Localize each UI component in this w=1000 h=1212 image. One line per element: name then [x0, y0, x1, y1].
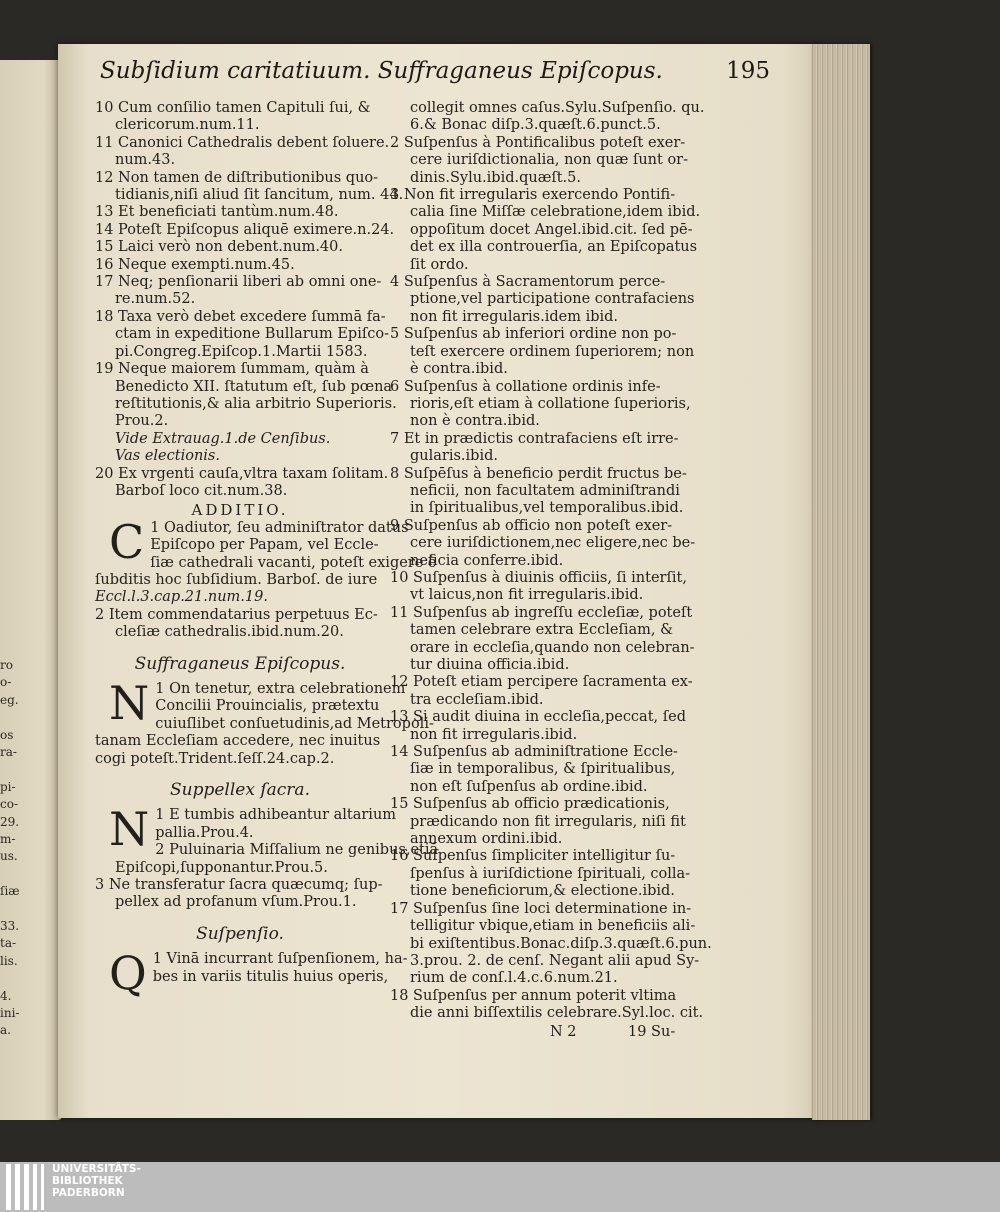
line: bes in variis titulis huius operis, — [152, 968, 389, 985]
text-line: ctam in expeditione Bullarum Epiſco- — [115, 326, 389, 343]
catchword: 19 Su- — [628, 1024, 676, 1040]
library-footer-bar — [0, 1162, 1000, 1212]
text-line: è contra.ibid. — [410, 361, 508, 378]
text-line: 6 Suſpenſus à collatione ordinis infe- — [390, 378, 661, 395]
library-name-line: BIBLIOTHEK — [52, 1175, 123, 1187]
text-line: 16 Suſpenſus ſimpliciter intelligitur ſu- — [390, 848, 676, 865]
drop-cap-q: Q — [109, 946, 147, 1001]
text-line: 9 Suſpenſus ab officio non poteſt exer- — [390, 517, 673, 534]
text-line: 8 Suſpēſus à beneficio perdit fructus be- — [390, 465, 687, 482]
line: Epiſcopo per Papam, vel Eccle- — [150, 537, 379, 554]
text-line: vt laicus,non fit irregularis.ibid. — [410, 587, 644, 604]
left-page-fragment: 33. — [0, 919, 20, 933]
text-line: clericorum.num.11. — [115, 117, 260, 134]
text-line: collegit omnes caſus.Sylu.Suſpenſio. qu. — [410, 100, 705, 116]
text-line: ſiæ in temporalibus, & ſpiritualibus, — [410, 761, 676, 778]
text-line: ſpenſus à iuriſdictione ſpirituali, colla- — [410, 865, 691, 882]
text-line: 2 Suſpenſus à Pontificalibus poteſt exer- — [390, 134, 686, 151]
left-page-fragment: eg. — [0, 692, 19, 707]
left-page-fragment: o- — [0, 675, 12, 690]
line: 1 Oadiutor, ſeu adminiſtrator datus — [150, 519, 409, 536]
line: 3 Ne transferatur ſacra quæcumq; ſup- — [95, 877, 383, 894]
text-line: non fit irregularis.ibid. — [410, 726, 578, 743]
line: cuiuſlibet conſuetudinis,ad Metropoli- — [155, 715, 434, 732]
text-line: pi.Congreg.Epiſcop.1.Martii 1583. — [115, 343, 368, 360]
text-line: oppoſitum docet Angel.ibid.cit. ſed pē- — [410, 221, 693, 238]
text-line: 13 Si audit diuina in eccleſia,peccat, ſed — [390, 709, 686, 726]
text-line: 5 Suſpenſus ab inferiori ordine non po- — [390, 326, 677, 343]
text-line: 11 Canonici Cathedralis debent ſoluere. — [95, 134, 390, 151]
line: pellex ad profanum vſum.Prou.1. — [115, 894, 357, 911]
left-page-fragment: m- — [0, 832, 16, 846]
text-line: Vas electionis. — [115, 448, 220, 465]
text-line: 7 Et in prædictis contrafaciens eſt irre- — [390, 430, 679, 447]
text-line: cere iuriſdictionalia, non quæ ſunt or- — [410, 152, 689, 169]
text-line: 11 Suſpenſus ab ingreſſu eccleſiæ, poteſt — [390, 604, 693, 621]
suspensio-paragraph — [95, 946, 408, 1001]
text-line: 19 Neque maiorem ſummam, quàm à — [95, 361, 369, 378]
text-line: 17 Neq; penſionarii liberi ab omni one- — [95, 274, 382, 291]
text-line: 12 Non tamen de diſtributionibus quo- — [95, 169, 379, 186]
text-line: dinis.Sylu.ibid.quæſt.5. — [410, 169, 581, 186]
section-heading-suspensio: Suſpenſio. — [196, 923, 284, 944]
line: 1 Vinā incurrant ſuſpenſionem, ha- — [152, 951, 408, 968]
text-line: calia ſine Miſſæ celebratione,idem ibid. — [410, 204, 701, 221]
text-line: num.43. — [115, 152, 176, 169]
text-line: 16 Neque exempti.num.45. — [95, 256, 295, 273]
text-line: 14 Suſpenſus ab adminiſtratione Eccle- — [390, 744, 678, 761]
additio-paragraph-1 — [95, 514, 437, 607]
text-line: rium de conſ.l.4.c.6.num.21. — [410, 970, 618, 987]
text-line: 15 Laici verò non debent.num.40. — [95, 239, 343, 256]
line: Eccl.l.3.cap.21.num.19. — [95, 589, 268, 606]
left-page-fragment: us. — [0, 849, 18, 864]
page-number: 195 — [726, 58, 770, 84]
left-column-entries — [95, 100, 404, 500]
text-line: neficii, non facultatem adminiſtrandi — [410, 482, 680, 499]
line: ſubditis hoc ſubſidium. Barboſ. de iure — [95, 571, 378, 588]
text-line: gularis.ibid. — [410, 448, 498, 465]
left-page-fragment: ſiæ — [0, 884, 20, 899]
text-line: 15 Suſpenſus ab officio prædicationis, — [390, 796, 670, 813]
text-line: 14 Poteſt Epiſcopus aliquē eximere.n.24. — [95, 221, 395, 238]
text-line: Prou.2. — [115, 413, 169, 430]
text-line: tra eccleſiam.ibid. — [410, 691, 544, 708]
line: tanam Eccleſiam accedere, nec inuitus — [95, 733, 381, 750]
text-line: re.num.52. — [115, 291, 196, 308]
text-line: 4 Suſpenſus à Sacramentorum perce- — [390, 274, 666, 291]
left-page-fragment: ra- — [0, 745, 17, 759]
text-line: Barboſ loco cit.num.38. — [115, 482, 288, 499]
text-line: bi exiſtentibus.Bonac.diſp.3.quæſt.6.pun. — [410, 935, 712, 952]
text-line: 6.& Bonac diſp.3.quæſt.6.punct.5. — [410, 117, 661, 134]
text-line: tidianis,niſi aliud ſit ſancitum, num. 44. — [115, 187, 404, 204]
text-line: Benedicto XII. ſtatutum eſt, ſub pœna — [115, 378, 393, 395]
text-line: neficia conferre.ibid. — [410, 552, 564, 569]
page-fore-edge — [812, 44, 870, 1120]
text-line: reſtitutionis,& alia arbitrio Superioris. — [115, 395, 397, 412]
section-heading-supellex: Suppellex ſacra. — [170, 780, 310, 801]
left-page-fragment: lis. — [0, 953, 18, 968]
left-page-fragment: ro — [0, 658, 13, 672]
line: pallia.Prou.4. — [155, 824, 254, 841]
text-line: 12 Poteſt etiam percipere ſacramenta ex- — [390, 674, 693, 691]
text-line: rioris,eſt etiam à collatione ſuperioris, — [410, 395, 691, 412]
text-line: non fit irregularis.idem ibid. — [410, 308, 619, 325]
text-line: teſt exercere ordinem ſuperiorem; non — [410, 343, 695, 360]
text-line: ptione,vel participatione contrafaciens — [410, 291, 695, 308]
left-page-fragment: ini- — [0, 1006, 20, 1020]
left-page-fragment: 29. — [0, 814, 20, 829]
text-line: cere iuriſdictionem,nec eligere,nec be- — [410, 535, 696, 552]
signature-mark: N 2 — [550, 1024, 577, 1040]
text-line: 18 Suſpenſus per annum poterit vltima — [390, 987, 677, 1004]
library-name — [52, 1163, 141, 1199]
text-line: tione beneficiorum,& electione.ibid. — [410, 883, 675, 900]
line: 2 Puluinaria Miſſalium ne genibus,etiā — [155, 842, 439, 859]
line: 1 On tenetur, extra celebrationem — [155, 681, 406, 697]
text-line: 10 Suſpenſus à diuinis officiis, ſi interſit, — [390, 569, 687, 586]
left-page-fragment: co- — [0, 797, 18, 812]
additio-heading: ADDITIO. — [191, 501, 289, 520]
line: 2 Item commendatarius perpetuus Ec- — [95, 606, 378, 623]
drop-cap-n: N — [109, 802, 150, 857]
text-line: tamen celebrare extra Eccleſiam, & — [410, 622, 673, 639]
text-line: orare in eccleſia,quando non celebran- — [410, 639, 695, 656]
drop-cap-c: C — [109, 514, 145, 569]
drop-cap-n: N — [109, 676, 150, 730]
text-line: 3.prou. 2. de cenſ. Negant alii apud Sy- — [410, 952, 700, 969]
left-page-fragment: os — [0, 727, 14, 742]
left-page-fragment: pi- — [0, 779, 16, 794]
text-line: in ſpiritualibus,vel temporalibus.ibid. — [410, 500, 684, 517]
library-logo-icon — [6, 1164, 46, 1210]
text-line: tur diuina officia.ibid. — [410, 657, 570, 673]
line: Concilii Prouincialis, prætextu — [155, 698, 380, 715]
supellex-paragraph — [95, 802, 439, 911]
text-line: 13 Et beneficiati tantùm.num.48. — [95, 204, 339, 221]
right-column — [390, 100, 712, 1023]
header-title: Subſidium caritatiuum. Suffraganeus Epiſcopus. — [100, 58, 663, 84]
text-line: 3 Non fit irregularis exercendo Pontifi- — [390, 187, 676, 204]
section-heading-suffraganeus: Suffraganeus Epiſcopus. — [134, 653, 346, 674]
text-line: det ex illa controuerſia, an Epiſcopatus — [410, 239, 698, 256]
line: cogi poteſt.Trident.ſeſſ.24.cap.2. — [95, 750, 335, 767]
text-line: Vide Extrauag.1.de Cenſibus. — [115, 430, 331, 447]
line: cleſiæ cathedralis.ibid.num.20. — [115, 624, 344, 641]
library-name-line: UNIVERSITÄTS- — [52, 1163, 141, 1175]
line: Epiſcopi,ſupponantur.Prou.5. — [115, 859, 328, 876]
text-line: telligitur vbique,etiam in beneficiis ali- — [410, 918, 696, 935]
text-line: 20 Ex vrgenti cauſa,vltra taxam ſolitam. — [95, 465, 389, 482]
right-column-entries — [390, 100, 712, 1023]
text-line: non è contra.ibid. — [410, 413, 540, 430]
line: 1 E tumbis adhibeantur altarium — [155, 807, 397, 824]
text-line: annexum ordini.ibid. — [410, 831, 563, 848]
left-page-fragment: ta- — [0, 936, 17, 951]
left-page-fragment: 4. — [0, 988, 12, 1003]
suffraganeus-paragraph — [95, 676, 434, 768]
left-column — [95, 100, 439, 1001]
text-line: non eſt ſuſpenſus ab ordine.ibid. — [410, 778, 648, 795]
library-name-line: PADERBORN — [52, 1187, 125, 1199]
line: ſiæ cathedrali vacanti, poteſt exigere è — [150, 554, 437, 571]
text-line: 18 Taxa verò debet excedere ſummā fa- — [95, 308, 386, 325]
left-page-fragment: a. — [0, 1023, 11, 1038]
text-line: 10 Cum conſilio tamen Capituli ſui, & — [95, 100, 371, 116]
text-line: prædicando non fit irregularis, niſi fit — [410, 813, 686, 830]
text-line: die anni biſſextilis celebrare.Syl.loc. cit. — [410, 1005, 704, 1022]
text-line: ſit ordo. — [410, 256, 469, 273]
text-line: 17 Suſpenſus ſine loci determinatione in- — [390, 900, 692, 917]
